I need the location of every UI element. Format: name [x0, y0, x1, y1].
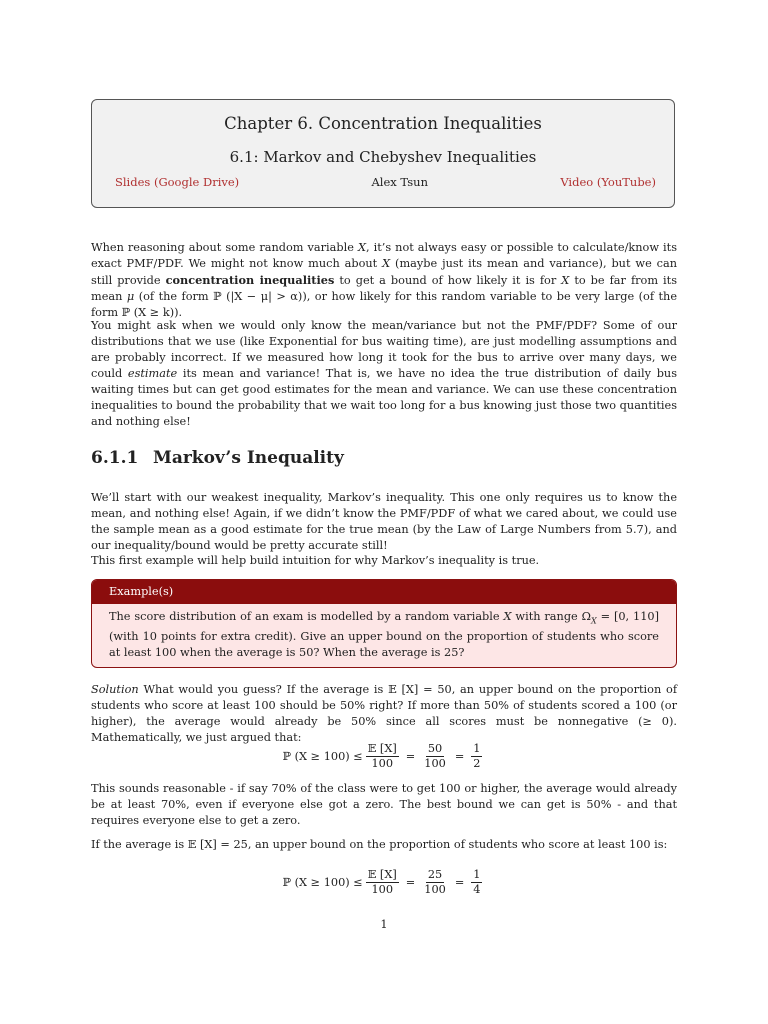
- concentration-inequalities-term: concentration inequalities: [165, 273, 335, 287]
- subsection-number: 6.1.1: [91, 448, 139, 468]
- intro-paragraph-2: You might ask when we would only know the mean/variance but not the PMF/PDF? Some of our distributions that we use (like Exponential for bus waiting time), are just modelling assumptions and are probably incorrect. If we measured how long it took for the bus to arrive over many days, we could estimate its mean and variance! That is, we have no idea the true distribution of daily bus waiting times but can get good estimates for the mean and variance. We can use these concentration inequalities to bound the probability that we wait too long for a bus knowing just those two quantities and nothing else!: [91, 319, 677, 428]
- slides-link[interactable]: Slides (Google Drive): [115, 175, 240, 189]
- chapter-title: Chapter 6. Concentration Inequalities: [224, 114, 542, 133]
- subsection-heading: [91, 448, 344, 468]
- intro-paragraph-1: When reasoning about some random variable X, it’s not always easy or possible to calculate/know its exact PMF/PDF. We might not know much about X (maybe just its mean and variance), but we can still provide concentration inequalities to get a bound of how likely it is for X to be far from its mean μ (of the form ℙ (|X − μ| > α)), or how likely for this random variable to be very large (of the form ℙ (X ≥ k)).: [91, 241, 678, 319]
- page-number: 1: [380, 918, 388, 931]
- chapter-header-box: [91, 99, 675, 208]
- example-box: [91, 579, 677, 668]
- equation-2: ℙ (X ≥ 100) ≤ $\frac{\text{𝔼 [X]}}{100}$ = $\frac{25}{100}$ = $\frac{1}{4}$: [282, 868, 481, 896]
- video-link[interactable]: Video (YouTube): [560, 175, 656, 189]
- example-body: The score distribution of an exam is modelled by a random variable X with range $\Omega_X = [0$, 110] (with 10 points for extra credit). Give an upper bound on the proportion of students who score at least 100 when the average is 50? When the average is 25?: [109, 610, 659, 660]
- solution-paragraph-1: Solution What would you guess? If the average is 𝔼 [X] = 50, an upper bound on the proportion of students who score at least 100 should be 50% right? If more than 50% of students scored a 100 (or higher), the average would already be 50% since all scores must be nonnegative (≥ 0). Mathematically, we just argued that:: [91, 683, 677, 744]
- solution-paragraph-2: This sounds reasonable - if say 70% of the class were to get 100 or higher, the average would already be at least 70%, even if everyone else got a zero. The best bound we can get is 50% - and that requires everyone else to get a zero.: [91, 782, 677, 827]
- markov-paragraph-1: We’ll start with our weakest inequality, Markov’s inequality. This one only requires us to know the mean, and nothing else! Again, if we didn’t know the PMF/PDF of what we cared about, we could use the sample mean as a good estimate for the true mean (by the Law of Large Numbers from 5.7), and our inequality/bound would be pretty accurate still!: [91, 491, 677, 552]
- author-name: Alex Tsun: [371, 175, 428, 189]
- example-header: Example(s): [92, 580, 676, 604]
- solution-label: Solution: [91, 683, 139, 696]
- subsection-title: Markov’s Inequality: [153, 448, 344, 468]
- equation-1: ℙ (X ≥ 100) ≤ $\frac{\text{𝔼 [X]}}{100}$ = $\frac{50}{100}$ = $\frac{1}{2}$: [282, 742, 481, 770]
- solution-paragraph-3: If the average is 𝔼 [X] = 25, an upper bound on the proportion of students who score at least 100 is:: [91, 838, 668, 851]
- header-links-row: [115, 175, 656, 189]
- section-subtitle: 6.1: Markov and Chebyshev Inequalities: [229, 148, 537, 166]
- markov-paragraph-2: This first example will help build intuition for why Markov’s inequality is true.: [91, 554, 540, 567]
